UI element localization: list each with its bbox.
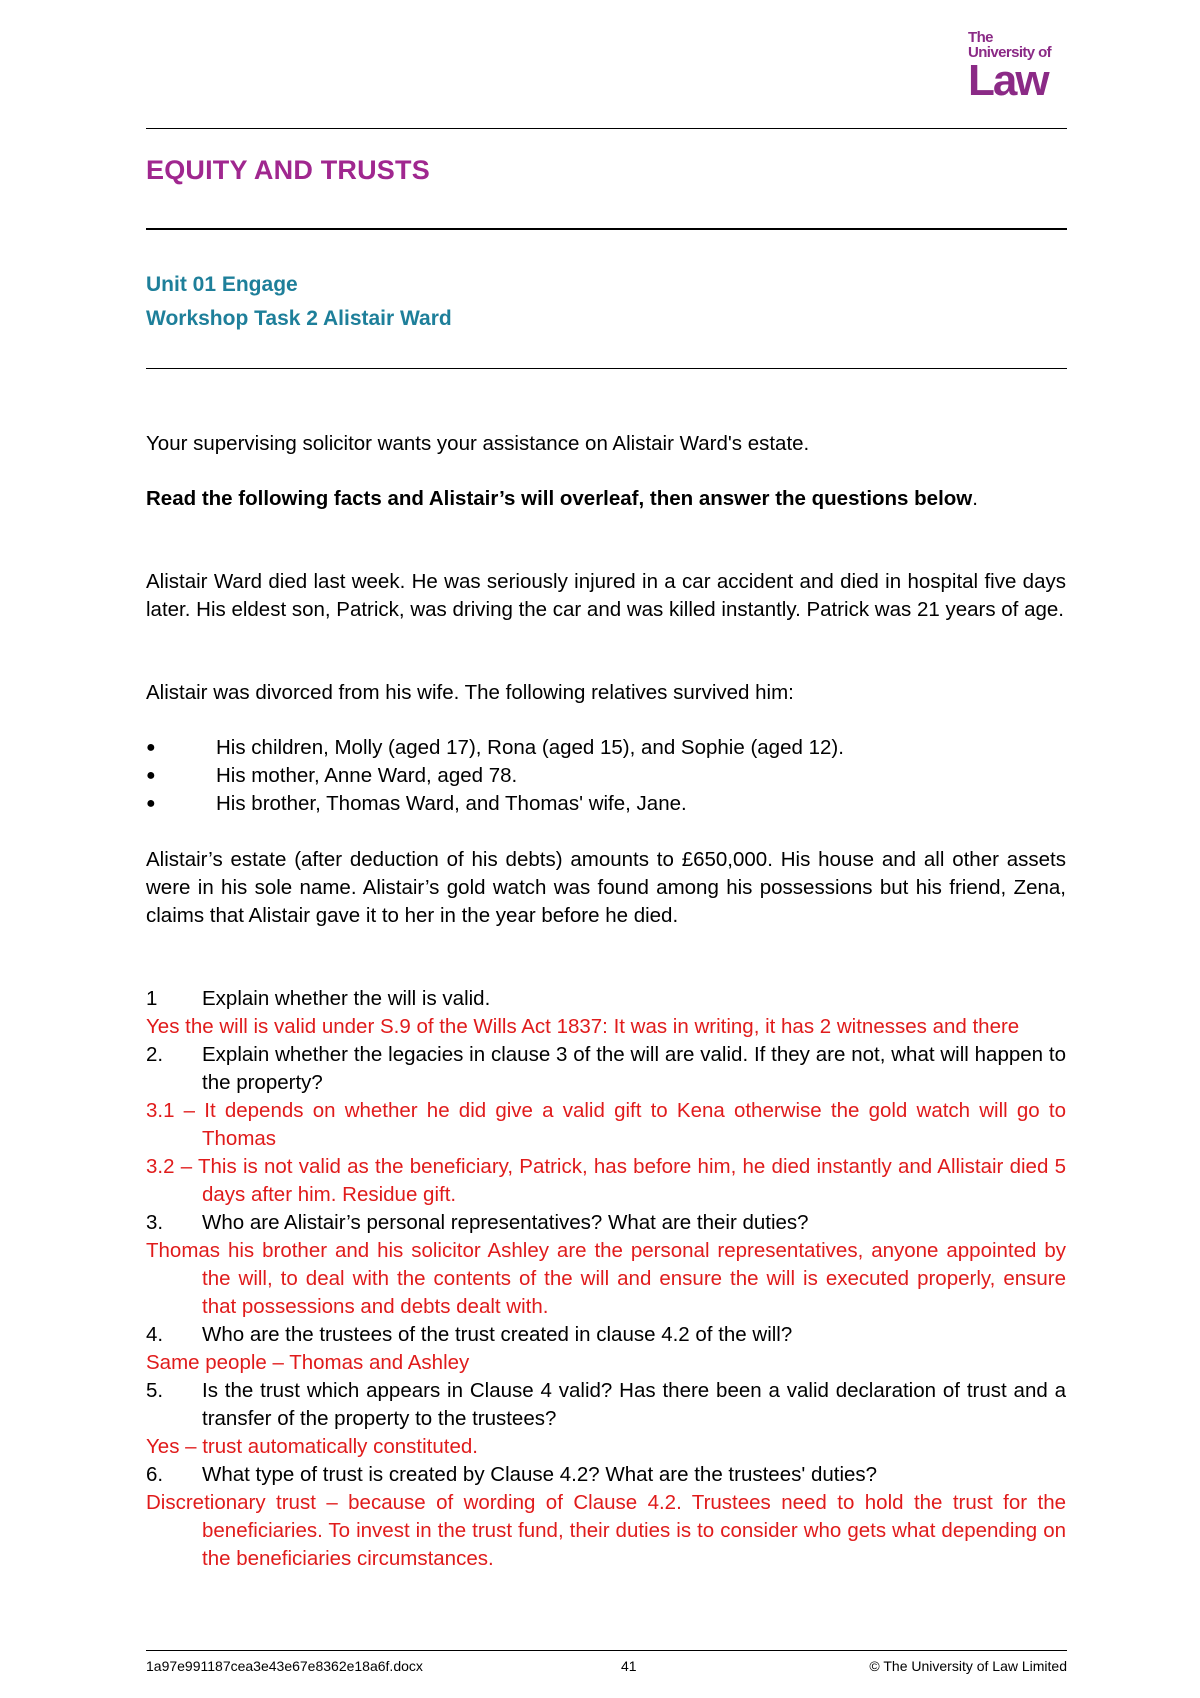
estate-text: Alistair’s estate (after deduction of his debts) amounts to £650,000. His house and all other assets were in his sole name. Alistair’s gold watch was found among his possessions but his friend, Zena, claims that Alistair gave it to her in the year before he died. bbox=[146, 848, 1066, 927]
estate-paragraph bbox=[146, 846, 1066, 930]
answer-6: Discretionary trust – because of wording of Clause 4.2. Trustees need to hold the trust for the beneficiaries. To invest in the trust fund, their duties is to consider who gets what depending on the beneficiaries circumstances. bbox=[146, 1491, 1066, 1570]
relatives-list bbox=[146, 734, 1066, 818]
answer-2-part-1: 3.1 – It depends on whether he did give a valid gift to Kena otherwise the gold watch will go to Thomas bbox=[146, 1099, 1066, 1150]
facts-paragraph bbox=[146, 568, 1066, 624]
question-2 bbox=[146, 1041, 1066, 1097]
header-rule-middle bbox=[146, 228, 1067, 230]
facts-text: Alistair Ward died last week. He was seriously injured in a car accident and died in hospital five days later. His eldest son, Patrick, was driving the car and was killed instantly. Patrick was 21 years of age. bbox=[146, 570, 1066, 621]
question-6 bbox=[146, 1461, 1066, 1489]
footer-filename: 1a97e991187cea3e43e67e8362e18a6f.docx bbox=[146, 1658, 423, 1674]
list-item bbox=[146, 790, 1066, 818]
instruction-end: . bbox=[972, 487, 978, 510]
questions-and-answers bbox=[146, 985, 1066, 1573]
bullet-icon: ● bbox=[146, 795, 156, 812]
university-of-law-logo bbox=[968, 29, 1068, 105]
list-item bbox=[146, 734, 1066, 762]
footer-copyright: © The University of Law Limited bbox=[869, 1658, 1067, 1674]
question-text: Who are Alistair’s personal representatives? What are their duties? bbox=[202, 1211, 809, 1234]
list-item-text: His mother, Anne Ward, aged 78. bbox=[216, 764, 518, 787]
bullet-icon: ● bbox=[146, 767, 156, 784]
instruction-paragraph bbox=[146, 485, 1066, 513]
question-number: 1 bbox=[146, 987, 158, 1010]
question-1 bbox=[146, 985, 1066, 1013]
answer-3: Thomas his brother and his solicitor Ashley are the personal representatives, anyone appointed by the will, to deal with the contents of the will and ensure the will is executed properly, ensure that possessions and debts dealt with. bbox=[146, 1239, 1066, 1318]
header-rule-bottom bbox=[146, 368, 1067, 369]
logo-line-the: The bbox=[968, 29, 993, 46]
document-title: EQUITY AND TRUSTS bbox=[146, 155, 430, 185]
answer-1: Yes the will is valid under S.9 of the Wills Act 1837: It was in writing, it has 2 witnesses and there bbox=[146, 1015, 1020, 1038]
relatives-intro-paragraph bbox=[146, 679, 1066, 707]
question-4 bbox=[146, 1321, 1066, 1349]
question-text: What type of trust is created by Clause 4.2? What are the trustees' duties? bbox=[202, 1463, 878, 1486]
intro-text: Your supervising solicitor wants your assistance on Alistair Ward's estate. bbox=[146, 432, 810, 455]
question-text: Explain whether the legacies in clause 3 of the will are valid. If they are not, what will happen to the property? bbox=[202, 1043, 1066, 1094]
question-text: Explain whether the will is valid. bbox=[202, 987, 491, 1010]
question-text: Who are the trustees of the trust created in clause 4.2 of the will? bbox=[202, 1323, 793, 1346]
question-number: 3. bbox=[146, 1211, 164, 1234]
question-number: 4. bbox=[146, 1323, 164, 1346]
task-heading: Workshop Task 2 Alistair Ward bbox=[146, 307, 452, 330]
unit-heading: Unit 01 Engage bbox=[146, 273, 298, 296]
question-text: Is the trust which appears in Clause 4 valid? Has there been a valid declaration of trust and a transfer of the property to the trustees? bbox=[202, 1379, 1066, 1430]
list-item-text: His brother, Thomas Ward, and Thomas' wife, Jane. bbox=[216, 792, 687, 815]
header-rule-top bbox=[146, 128, 1067, 129]
bullet-icon: ● bbox=[146, 739, 156, 756]
relatives-intro-text: Alistair was divorced from his wife. The following relatives survived him: bbox=[146, 681, 794, 704]
question-5 bbox=[146, 1377, 1066, 1433]
list-item bbox=[146, 762, 1066, 790]
question-number: 5. bbox=[146, 1379, 164, 1402]
intro-paragraph-1 bbox=[146, 430, 1066, 458]
footer-rule bbox=[146, 1650, 1067, 1651]
list-item-text: His children, Molly (aged 17), Rona (aged 15), and Sophie (aged 12). bbox=[216, 736, 844, 759]
answer-4: Same people – Thomas and Ashley bbox=[146, 1351, 470, 1374]
logo-line-law: Law bbox=[968, 56, 1048, 105]
logo-line-university-of: University of bbox=[968, 44, 1052, 61]
instruction-bold-text: Read the following facts and Alistair’s will overleaf, then answer the questions below bbox=[146, 487, 973, 510]
question-3 bbox=[146, 1209, 1066, 1237]
question-number: 6. bbox=[146, 1463, 164, 1486]
question-number: 2. bbox=[146, 1043, 164, 1066]
footer-page-number: 41 bbox=[621, 1658, 637, 1674]
answer-2-part-2: 3.2 – This is not valid as the beneficiary, Patrick, has before him, he died instantly and Allistair died 5 days after him. Residue gift. bbox=[146, 1155, 1066, 1206]
answer-5: Yes – trust automatically constituted. bbox=[146, 1435, 478, 1458]
